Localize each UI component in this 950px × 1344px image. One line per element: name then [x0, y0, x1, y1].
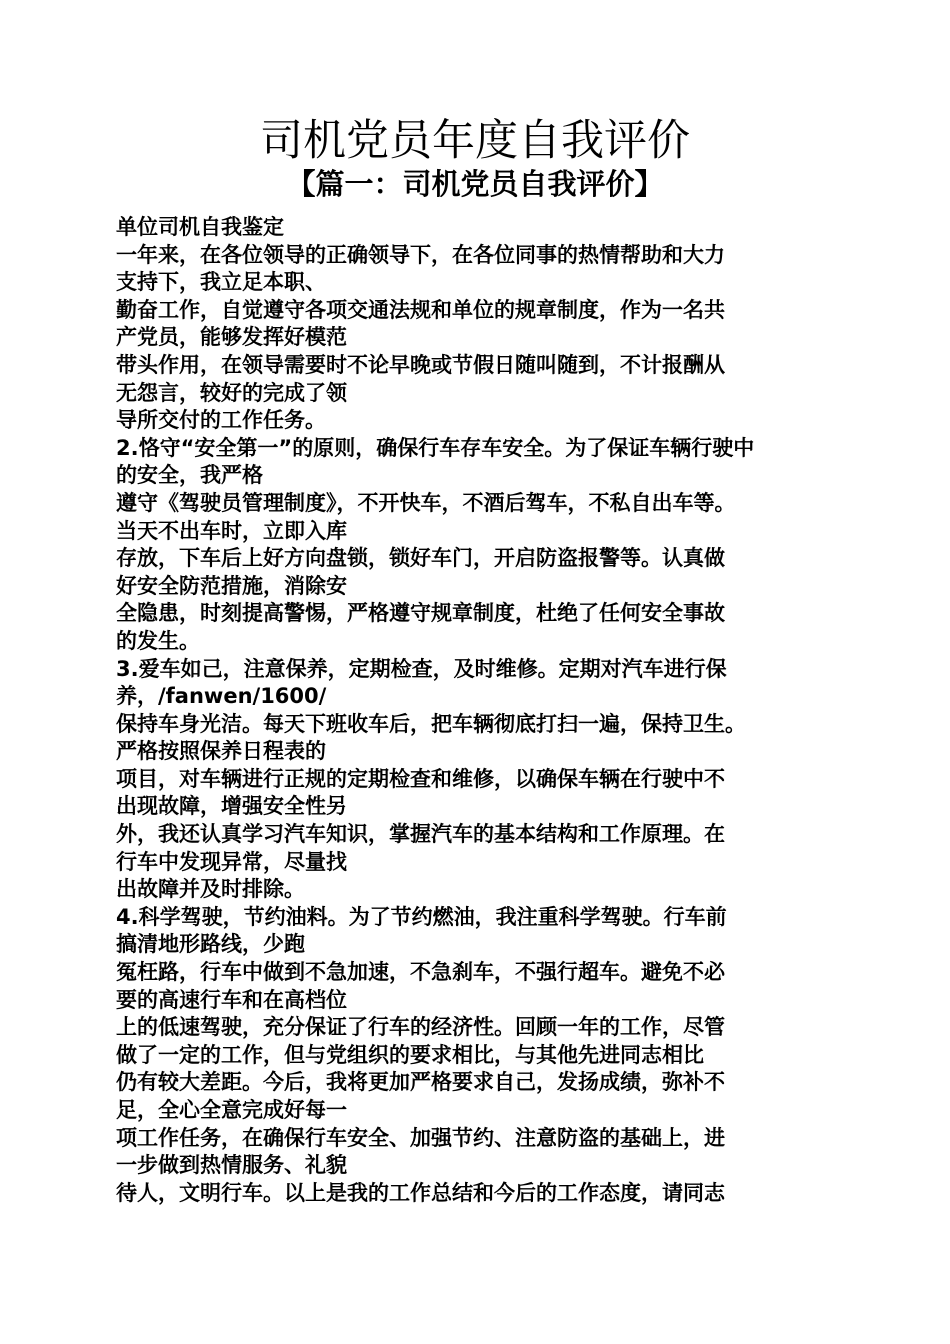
text-line: 待人，文明行车。以上是我的工作总结和今后的工作态度，请同志	[116, 1180, 725, 1205]
text-line: 项工作任务，在确保行车安全、加强节约、注意防盗的基础上，进	[116, 1125, 725, 1150]
text-line: 外，我还认真学习汽车知识，掌握汽车的基本结构和工作原理。在	[116, 822, 725, 847]
text-line: 导所交付的工作任务。	[116, 408, 326, 433]
text-line: 养，/fanwen/1600/	[116, 684, 327, 709]
text-line: 冤枉路，行车中做到不急加速，不急刹车，不强行超车。避免不必	[116, 960, 725, 985]
text-line: 项目，对车辆进行正规的定期检查和维修，以确保车辆在行驶中不	[116, 766, 725, 791]
text-line: 支持下，我立足本职、	[116, 270, 326, 295]
text-line: 要的高速行车和在高档位	[116, 987, 347, 1012]
text-line: 仍有较大差距。今后，我将更加严格要求自己，发扬成绩，弥补不	[116, 1070, 725, 1095]
text-line: 当天不出车时，立即入库	[116, 518, 347, 543]
text-line: 一步做到热情服务、礼貌	[116, 1153, 347, 1178]
text-line: 无怨言，较好的完成了领	[116, 380, 347, 405]
text-line: 足，全心全意完成好每一	[116, 1098, 347, 1122]
text-line: 2.恪守“安全第一”的原则，确保行车存车安全。为了保证车辆行驶中	[116, 435, 755, 460]
text-line: 单位司机自我鉴定	[116, 215, 284, 239]
text-line: 搞清地形路线，少跑	[116, 932, 305, 957]
text-line: 产党员，能够发挥好模范	[116, 325, 347, 350]
section-subtitle: 【篇一：司机党员自我评价】	[286, 167, 664, 201]
text-line: 的发生。	[116, 628, 200, 653]
text-line: 全隐患，时刻提高警惕，严格遵守规章制度，杜绝了任何安全事故	[116, 601, 725, 626]
text-line: 严格按照保养日程表的	[116, 739, 326, 764]
text-line: 好安全防范措施，消除安	[116, 573, 347, 598]
text-line: 存放，下车后上好方向盘锁，锁好车门，开启防盗报警等。认真做	[116, 546, 725, 571]
text-line: 遵守《驾驶员管理制度》，不开快车，不酒后驾车，不私自出车等。	[116, 490, 736, 515]
text-line: 带头作用，在领导需要时不论早晚或节假日随叫随到，不计报酬从	[116, 352, 725, 377]
text-line: 4.科学驾驶，节约油料。为了节约燃油，我注重科学驾驶。行车前	[116, 904, 727, 929]
text-line: 的安全，我严格	[116, 463, 263, 488]
text-line: 上的低速驾驶，充分保证了行车的经济性。回顾一年的工作，尽管	[116, 1015, 725, 1040]
text-line: 行车中发现异常，尽量找	[116, 849, 347, 874]
text-line: 保持车身光洁。每天下班收车后，把车辆彻底打扫一遍，保持卫生。	[116, 711, 746, 736]
document-body	[116, 214, 836, 1207]
text-line: 出现故障，增强安全性另	[116, 794, 347, 819]
page-title: 司机党员年度自我评价	[260, 116, 690, 166]
text-line: 做了一定的工作，但与党组织的要求相比，与其他先进同志相比	[116, 1042, 704, 1067]
text-line: 出故障并及时排除。	[116, 877, 305, 902]
text-line: 一年来，在各位领导的正确领导下，在各位同事的热情帮助和大力	[116, 242, 725, 267]
text-line: 勤奋工作，自觉遵守各项交通法规和单位的规章制度，作为一名共	[116, 297, 725, 322]
text-line: 3.爱车如己，注意保养，定期检查，及时维修。定期对汽车进行保	[116, 656, 727, 681]
